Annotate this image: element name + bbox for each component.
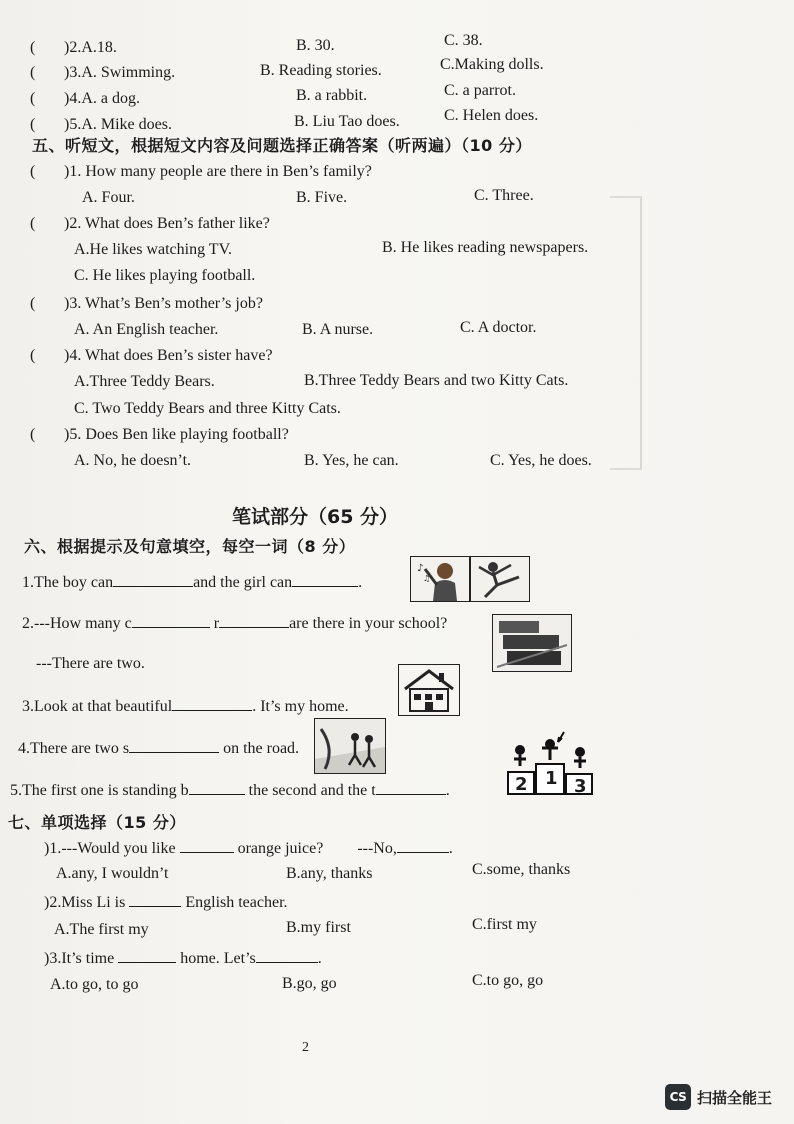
- dancing-girl-image: [470, 556, 530, 602]
- podium-image: [504, 724, 596, 796]
- s6-item3: 3.Look at that beautiful . It’s my home.: [22, 698, 349, 715]
- podium-first: 1: [545, 768, 558, 789]
- blank-1a[interactable]: [113, 572, 193, 587]
- s5-q3: ( )3. What’s Ben’s mother’s job?: [30, 295, 263, 312]
- s5-q5: ( )5. Does Ben like playing football?: [30, 426, 289, 443]
- s6-answer2: ---There are two.: [36, 655, 145, 672]
- podium-second: 2: [515, 774, 528, 795]
- students-on-road-image: [314, 718, 386, 774]
- section5-title: 五、听短文，根据短文内容及问题选择正确答案（听两遍）（10 分）: [32, 136, 532, 155]
- blank-s7-3a: [118, 948, 176, 963]
- blank-s7-2a: [129, 892, 181, 907]
- listen-q5-b: B. Liu Tao does.: [294, 113, 400, 130]
- listen-q5-c: C. Helen does.: [444, 107, 539, 124]
- listen-q4: ( )4.A. a dog.: [30, 90, 140, 107]
- s7-q2: )2.Miss Li is English teacher.: [44, 894, 288, 911]
- s5-q5-c: C. Yes, he does.: [490, 452, 592, 469]
- s7-q3-b: B.go, go: [282, 975, 337, 992]
- s7-q2-c: C.first my: [472, 916, 537, 933]
- s5-q1-a: A. Four.: [82, 189, 135, 206]
- podium-third: 3: [574, 776, 587, 797]
- listen-q3-b: B. Reading stories.: [260, 62, 382, 79]
- singing-boy-image: [410, 556, 470, 602]
- s5-q4-a: A.Three Teddy Bears.: [74, 373, 215, 390]
- s5-q5-b: B. Yes, he can.: [304, 452, 399, 469]
- s5-q1-b: B. Five.: [296, 189, 348, 206]
- blank-4a[interactable]: [129, 738, 219, 753]
- s5-q2-b: B. He likes reading newspapers.: [382, 239, 589, 256]
- listen-q2: ( )2.A.18.: [30, 39, 117, 56]
- s5-q2-a: A.He likes watching TV.: [74, 241, 233, 258]
- scanner-watermark: [665, 1084, 772, 1110]
- s5-q4-b: B.Three Teddy Bears and two Kitty Cats.: [304, 372, 569, 389]
- bleed-through-frame: [610, 196, 642, 470]
- section6-title: 六、根据提示及句意填空，每空一词（8 分）: [24, 537, 356, 556]
- s5-q1-c: C. Three.: [474, 187, 534, 204]
- watermark-text: 扫描全能王: [696, 1088, 772, 1107]
- section7-title: 七、单项选择（15 分）: [8, 813, 186, 832]
- s6-item2: 2.---How many c r are there in your school?: [22, 615, 448, 632]
- page-number: 2: [302, 1040, 309, 1055]
- listen-q5: ( )5.A. Mike does.: [30, 116, 172, 133]
- s5-q2-c: C. He likes playing football.: [74, 267, 256, 284]
- blank-5a[interactable]: [189, 780, 245, 795]
- s5-q5-a: A. No, he doesn’t.: [74, 452, 192, 469]
- listen-q4-c: C. a parrot.: [444, 82, 516, 99]
- s5-q1: ( )1. How many people are there in Ben’s family?: [30, 163, 372, 180]
- blank-2a[interactable]: [132, 613, 210, 628]
- camscanner-logo-icon: CS: [665, 1084, 691, 1110]
- blank-3a[interactable]: [172, 696, 252, 711]
- s7-q3-c: C.to go, go: [472, 972, 544, 989]
- s5-q4-c: C. Two Teddy Bears and three Kitty Cats.: [74, 400, 341, 417]
- s5-q3-a: A. An English teacher.: [74, 321, 219, 338]
- s6-item4: 4.There are two s on the road.: [18, 740, 300, 757]
- computer-room-image: [492, 614, 572, 672]
- svg-text:♫: ♫: [423, 574, 431, 583]
- s7-q1-a: A.any, I wouldn’t: [56, 865, 169, 882]
- s5-q4: ( )4. What does Ben’s sister have?: [30, 347, 273, 364]
- s6-item1: 1.The boy can and the girl can .: [22, 574, 363, 591]
- s5-q3-c: C. A doctor.: [460, 319, 537, 336]
- house-image: [398, 664, 460, 716]
- blank-2b[interactable]: [219, 613, 289, 628]
- s5-q2: ( )2. What does Ben’s father like?: [30, 215, 270, 232]
- blank-5b[interactable]: [376, 780, 446, 795]
- blank-s7-1a: [180, 838, 234, 853]
- s5-q3-b: B. A nurse.: [302, 321, 374, 338]
- s7-q3: )3.It’s time home. Let’s .: [44, 950, 322, 967]
- s6-item5: 5.The first one is standing b the second and the t .: [10, 782, 450, 799]
- s7-q2-b: B.my first: [286, 919, 351, 936]
- blank-1b[interactable]: [292, 572, 358, 587]
- s7-q1: )1.---Would you like orange juice? ---No, .: [44, 840, 453, 857]
- s7-q3-a: A.to go, to go: [50, 976, 139, 993]
- listen-q3-c: C.Making dolls.: [440, 56, 544, 73]
- listen-q4-b: B. a rabbit.: [296, 87, 368, 104]
- s7-q1-b: B.any, thanks: [286, 865, 373, 882]
- blank-s7-3b: [256, 948, 318, 963]
- listen-q3: ( )3.A. Swimming.: [30, 64, 176, 81]
- blank-s7-1b: [397, 838, 449, 853]
- s7-q2-a: A.The first my: [54, 921, 149, 938]
- listen-q2-c: C. 38.: [444, 32, 483, 49]
- listen-q2-b: B. 30.: [296, 37, 335, 54]
- s7-q1-c: C.some, thanks: [472, 861, 571, 878]
- written-part-title: 笔试部分（65 分）: [231, 506, 399, 528]
- svg-text:♪: ♪: [417, 563, 424, 574]
